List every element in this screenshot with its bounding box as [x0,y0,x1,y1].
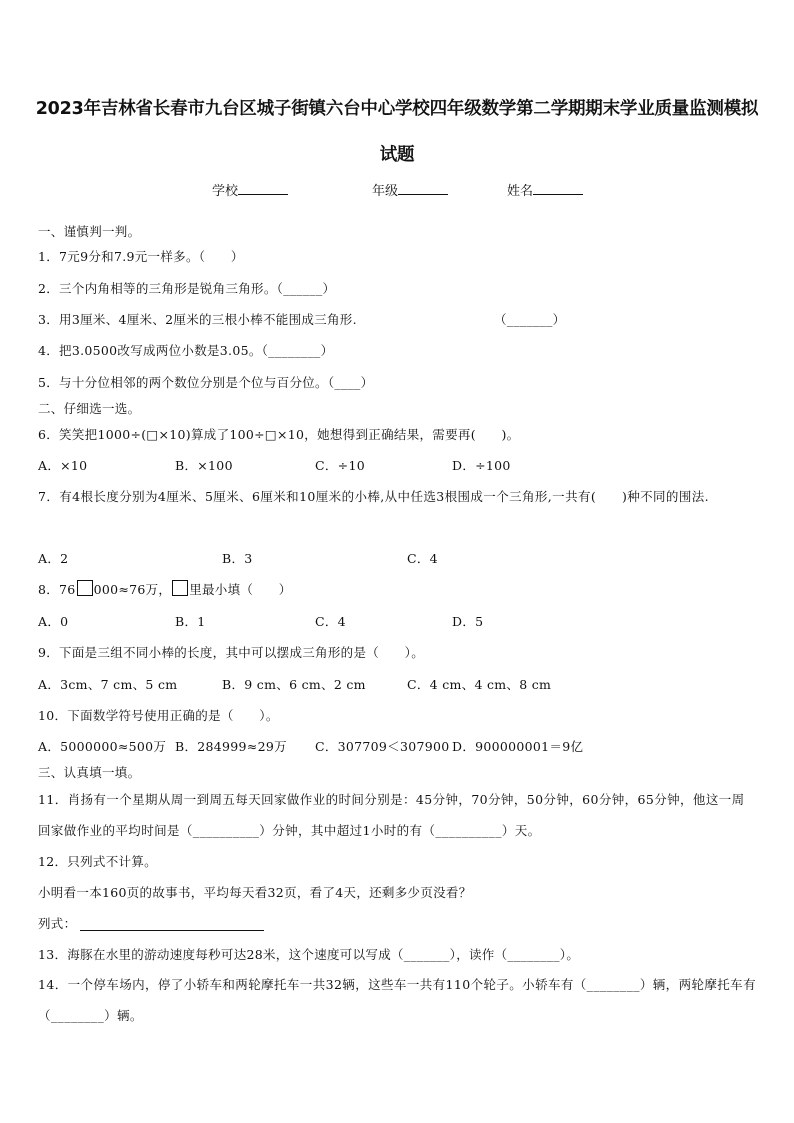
option-c: C．4 cm、4 cm、8 cm [407,677,552,692]
name-label: 姓名 [507,184,534,199]
page-title: 2023年吉林省长春市九台区城子街镇六台中心学校四年级数学第二学期期末学业质量监测模拟试题 [35,99,759,165]
grade-blank [398,181,448,195]
section-1-heading: 一、谨慎判一判。 [38,224,141,239]
question-7: 7．有4根长度分别为4厘米、5厘米、6厘米和10厘米的小棒,从中任选3根围成一个三角形,一共有( )种不同的围法. [38,489,709,504]
formula-label: 列式： [38,916,77,931]
question-2: 2．三个内角相等的三角形是锐角三角形。（______） [38,281,336,296]
question-5: 5．与十分位相邻的两个数位分别是个位与百分位。（____） [38,375,374,390]
option-a: A．3cm、7 cm、5 cm [38,677,178,692]
option-b: B．3 [222,551,253,566]
question-12-answer [38,914,756,934]
question-8-part-3: 里最小填（ ） [189,582,292,597]
option-c: C．4 [407,551,438,566]
grade-field [372,180,448,199]
option-b: B．9 cm、6 cm、2 cm [222,677,366,692]
question-14: 14．一个停车场内，停了小轿车和两轮摩托车一共32辆，这些车一共有110个轮子。小轿车有（________）辆，两轮摩托车有（________）辆。 [38,977,756,1023]
question-1: 1．7元9分和7.9元一样多。（ ） [38,249,244,264]
question-6: 6．笑笑把1000÷(□×10)算成了100÷□×10，她想得到正确结果，需要再( )。 [38,427,520,442]
option-d: D．900000001＝9亿 [452,739,584,754]
option-c: C．÷10 [315,458,365,473]
blank-box [172,580,188,596]
option-a: A．×10 [38,458,88,473]
option-b: B．284999≈29万 [175,739,287,754]
school-label: 学校 [212,184,239,199]
formula-blank [80,916,264,931]
question-12-problem: 小明看一本160页的故事书，平均每天看32页，看了4天，还剩多少页没看？ [38,885,472,900]
school-blank [238,181,288,195]
option-d: D．5 [452,614,484,629]
question-8-part-2: 000≈76万， [93,582,172,597]
option-b: B．×100 [175,458,233,473]
section-3-heading: 三、认真填一填。 [38,765,141,780]
option-d: D．÷100 [452,458,511,473]
question-8-part-1: 8．76 [38,582,76,597]
option-c: C．4 [315,614,346,629]
question-11: 11．肖扬有一个星期从周一到周五每天回家做作业的时间分别是：45分钟，70分钟，50分钟，60分钟，65分钟，他这一周回家做作业的平均时间是（__________）分钟，其中超过1小时的有（__________）天。 [38,792,745,838]
question-4: 4．把3.0500改写成两位小数是3.05。（________） [38,343,334,358]
blank-box [77,580,93,596]
option-a: A．5000000≈500万 [38,739,167,754]
option-c: C．307709＜307900 [315,739,450,754]
option-b: B．1 [175,614,206,629]
question-10: 10．下面数学符号使用正确的是（ ）。 [38,708,279,723]
question-3 [38,310,756,330]
option-a: A．2 [38,551,69,566]
question-12: 12．只列式不计算。 [38,854,157,869]
student-info [0,180,794,200]
question-3-text: 3．用3厘米、4厘米、2厘米的三根小棒不能围成三角形. [38,312,357,327]
question-9: 9．下面是三组不同小棒的长度，其中可以摆成三角形的是（ ）。 [38,645,425,660]
section-2-heading: 二、仔细选一选。 [38,401,141,416]
name-blank [533,181,583,195]
option-a: A．0 [38,614,69,629]
school-field [212,180,288,199]
question-13: 13．海豚在水里的游动速度每秒可达28米，这个速度可以写成（_______），读作（________）。 [38,947,580,962]
name-field [507,180,583,199]
question-3-blank: （_______） [494,312,566,327]
grade-label: 年级 [372,184,399,199]
question-8 [38,580,756,600]
